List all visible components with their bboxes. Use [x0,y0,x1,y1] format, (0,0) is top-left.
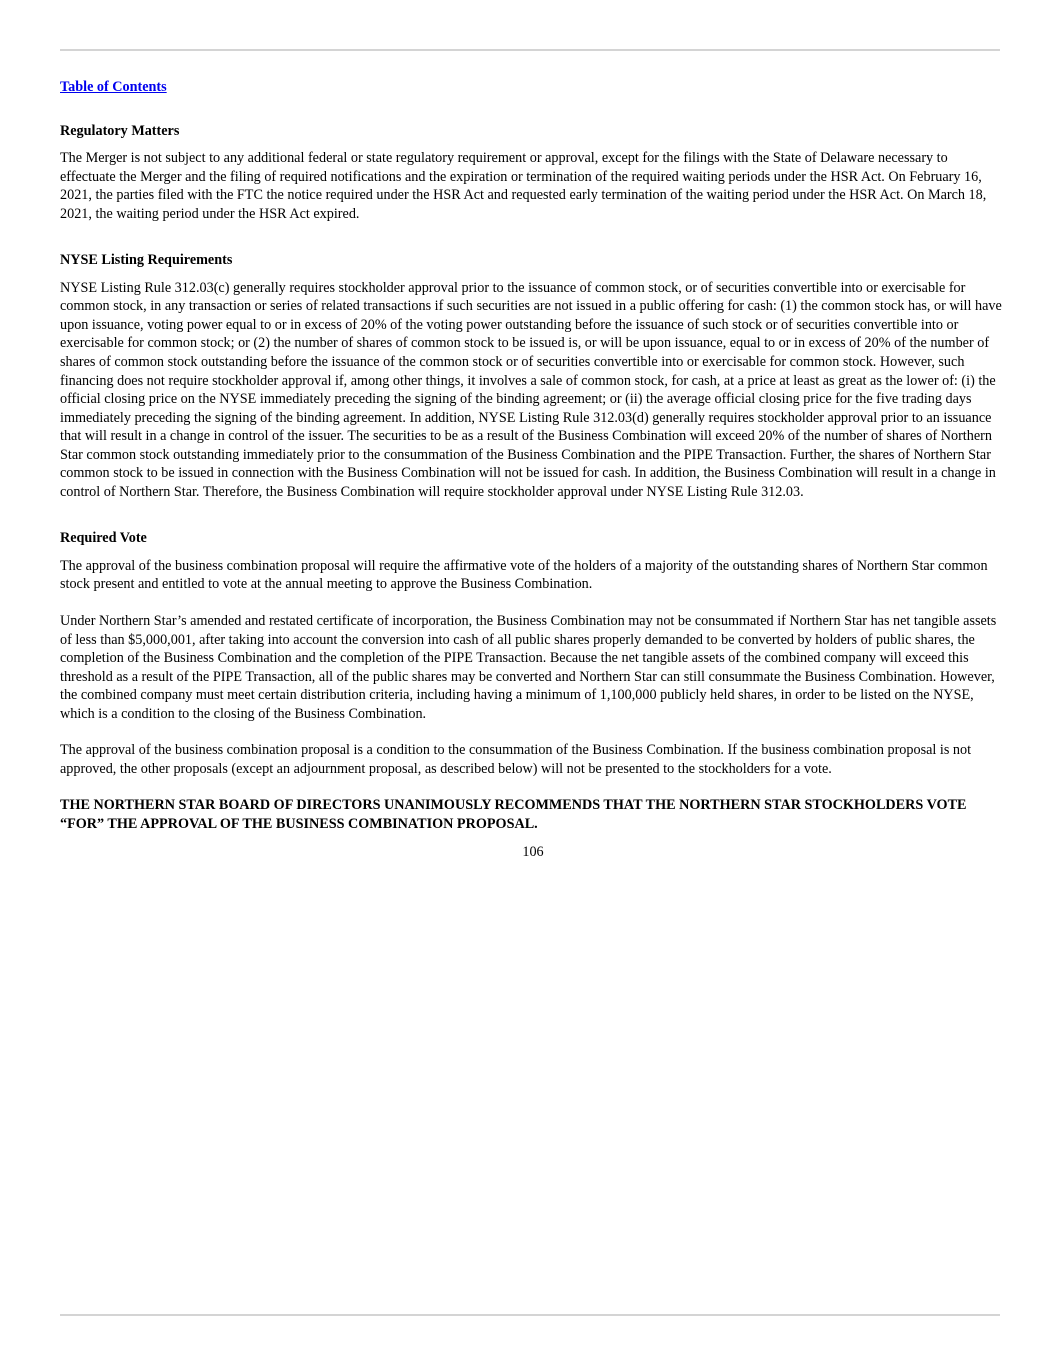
section-regulatory-matters [60,122,1006,224]
required-vote-paragraph-1: The approval of the business combination proposal will require the affirmative vote of the holders of a majority of the outstanding shares of Northern Star common stock present and entitled to vote at the annual meeting to approve the Business Combination. [60,557,988,593]
regulatory-matters-heading: Regulatory Matters [60,122,180,139]
table-of-contents-link[interactable]: Table of Contents [60,79,167,95]
section-required-vote [60,529,1006,833]
required-vote-paragraph-2: Under Northern Star’s amended and restated certificate of incorporation, the Business Combination may not be consummated if Northern Star has net tangible assets of less than $5,000,001, after taking into account the conversion into cash of all public shares properly demanded to be converted by holders of public shares, the completion of the Business Combination and the completion of the PIPE Transaction. Because the net tangible assets of the combined company will exceed this threshold as a result of the PIPE Transaction, all of the public shares may be converted and Northern Star can still consummate the Business Combination. However, the combined company must meet certain distribution criteria, including having a minimum of 1,100,000 publicly held shares, in order to be listed on the NYSE, which is a condition to the closing of the Business Combination. [60,613,997,722]
bottom-divider [60,1314,1000,1316]
document-body [60,78,1006,861]
nyse-listing-paragraph: NYSE Listing Rule 312.03(c) generally requires stockholder approval prior to the issuance of common stock, or of securities convertible into or exercisable for common stock, in any transaction or series of related transactions if such securities are not issued in a public offering for cash: (1) the common stock has, or will have upon issuance, voting power equal to or in excess of 20% of the voting power outstanding before the issuance of such stock or of securities convertible into or exercisable for common stock; or (2) the number of shares of common stock to be issued is, or will be upon issuance, equal to or in excess of 20% of the number of shares of common stock outstanding before the issuance of the common stock or of securities convertible into or exercisable for common stock. However, such financing does not require stockholder approval if, among other things, it involves a sale of common stock, for cash, at a price at least as great as the lower of: (i) the official closing price on the NYSE immediately preceding the signing of the binding agreement; or (ii) the average official closing price for the five trading days immediately preceding the signing of the binding agreement. In addition, NYSE Listing Rule 312.03(d) generally requires stockholder approval prior to an issuance that will result in a change in control of the issuer. The securities to be as a result of the Business Combination will exceed 20% of the number of shares of Northern Star common stock outstanding immediately prior to the consummation of the Business Combination and the PIPE Transaction. Further, the shares of Northern Star common stock to be issued in connection with the Business Combination will not be issued for cash. In addition, the Business Combination will result in a change in control of Northern Star. Therefore, the Business Combination will require stockholder approval under NYSE Listing Rule 312.03. [60,279,1002,500]
required-vote-paragraph-3: The approval of the business combination proposal is a condition to the consummation of the Business Combination. If the business combination proposal is not approved, the other proposals (except an adjournment proposal, as described below) will not be presented to the stockholders for a vote. [60,742,972,777]
regulatory-matters-paragraph: The Merger is not subject to any additional federal or state regulatory requirement or approval, except for the filings with the State of Delaware necessary to effectuate the Merger and the filing of required notifications and the expiration or termination of the required waiting periods under the HSR Act. On February 16, 2021, the parties filed with the FTC the notice required under the HSR Act and requested early termination of the waiting period under the HSR Act. On March 18, 2021, the waiting period under the HSR Act expired. [60,150,987,222]
page-number: 106 [522,843,544,860]
section-nyse-listing-requirements [60,251,1006,501]
board-recommendation: THE NORTHERN STAR BOARD OF DIRECTORS UNANIMOUSLY RECOMMENDS THAT THE NORTHERN STAR STOCKHOLDERS VOTE “FOR” THE APPROVAL OF THE BUSINESS COMBINATION PROPOSAL. [60,797,967,832]
top-divider [60,49,1000,51]
nyse-listing-heading: NYSE Listing Requirements [60,252,233,269]
required-vote-heading: Required Vote [60,530,147,547]
